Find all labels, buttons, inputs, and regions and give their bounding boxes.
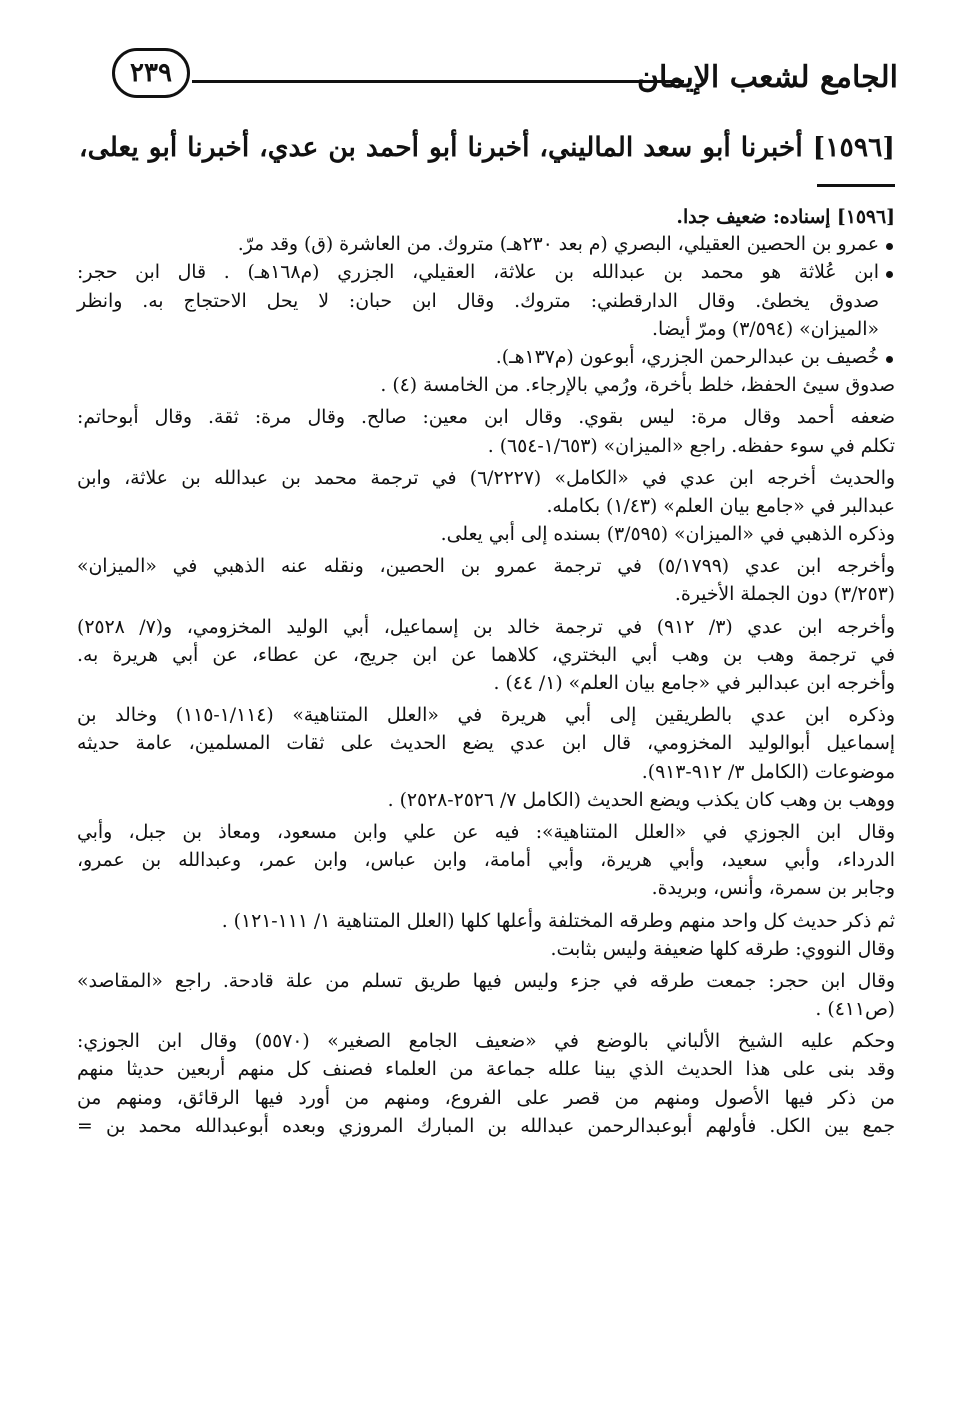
footnote-line: عبدالبر في «جامع بيان العلم» (١/٤٣) بكامله. <box>546 495 895 517</box>
footnote-separator <box>817 184 895 187</box>
page-number: ٢٣٩ <box>112 48 190 98</box>
footnote-line: ثم ذكر حديث كل واحد منهم وطرقه المختلفة وأعلها كلها (العلل المتناهية ١/ ١١١-١٢١) . <box>221 910 895 932</box>
footnote-line: وقال النووي: طرقه كلها ضعيفة وليس بثابت. <box>550 938 895 960</box>
footnote-line: وأخرجه ابن عدي (٥/١٧٩٩) في ترجمة عمرو بن الحصين، ونقله عنه الذهبي في «الميزان» <box>77 556 895 578</box>
book-title: الجامع لشعب الإيمان <box>636 60 898 95</box>
footnote-line: صدوق يخطئ. وقال الدارقطني: متروك. وقال ابن حبان: لا يحل الاحتجاج به. وانظر <box>77 290 879 312</box>
footnote-heading: [١٥٩٦] إسناده: ضعيف جدا. <box>676 206 895 228</box>
footnote-line: وذكره ابن عدي بالطريقين إلى أبي هريرة في «العلل المتناهية» (١/١١٤-١١٥) وخالد بن <box>77 705 895 727</box>
footnote-line: «الميزان» (٣/٥٩٤) ومرّ أيضا. <box>652 318 879 340</box>
running-header <box>112 38 898 116</box>
footnote-line: خُصيف بن عبدالرحمن الجزري، أبوعون (م١٣٧هـ). <box>77 344 895 372</box>
footnote-line: عمرو بن الحصين العقيلي، البصري (م بعد ٢٣٠هـ) متروك. من العاشرة (ق) وقد مرّ. <box>77 231 895 259</box>
footnote-line: وذكره الذهبي في «الميزان» (٣/٥٩٥) بسنده إلى أبي يعلى. <box>440 524 895 546</box>
footnote-line: تكلم في سوء حفظه. راجع «الميزان» (١/٦٥٣-٦٥٤) . <box>487 435 895 457</box>
footnote-line: موضوعات (الكامل ٣/ ٩١٢-٩١٣). <box>641 761 895 783</box>
footnote-line: الدرداء، وأبي سعيد، وأبي هريرة، وأبي أمامة، وابن عباس، وابن عمر، وعبدالله بن عمرو، <box>77 850 895 872</box>
footnote-line: ابن عُلاثة هو محمد بن عبدالله بن علاثة، العقيلي، الجزري (م١٦٨هـ) . قال ابن حجر: <box>77 259 895 287</box>
footnote-line: من ذكر فيها الأصول ومنهم من قصر على الفروع، ومنهم من أورد فيها الرقائق، ومنهم من <box>77 1087 895 1109</box>
footnote-line: والحديث أخرجه ابن عدي في «الكامل» (٦/٢٢٢٧) في ترجمة محمد بن عبدالله بن علاثة، وابن <box>77 467 895 489</box>
footnote-line: صدوق سيئ الحفظ، خلط بأخرة، ورُمي بالإرجاء. من الخامسة (٤) . <box>380 375 895 397</box>
footnote-line: وأخرجه ابن عدي (٣/ ٩١٢) في ترجمة خالد بن إسماعيل، أبي الوليد المخزومي، و(٧/ ٢٥٢٨) <box>77 616 895 638</box>
footnote-line: وحكم عليه الشيخ الألباني بالوضع في «ضعيف الجامع الصغير» (٥٥٧٠) وقال ابن الجوزي: <box>77 1031 895 1053</box>
footnote-line: وأخرجه ابن عبدالبر في «جامع بيان العلم» (١/ ٤٤) . <box>493 673 895 694</box>
footnotes <box>77 203 895 1141</box>
footnote-line: (٣/٢٥٣) دون الجملة الأخيرة. <box>674 584 895 606</box>
footnote-line: جمع بين الكل. فأولهم أبوعبدالرحمن عبدالله بن المبارك المروزي وبعده أبوعبدالله محمد بن = <box>77 1115 895 1137</box>
footnote-line: وقال ابن الجوزي في «العلل المتناهية»: فيه عن علي وابن مسعود، ومعاذ بن جبل، وأبي <box>77 821 895 843</box>
footnote-line: ووهب بن وهب كان يكذب ويضع الحديث (الكامل ٧/ ٢٥٢٦-٢٥٢٨) . <box>387 789 895 811</box>
footnote-line: وقد بنى على هذا الحديث الذي بينا علله جماعة من العلماء فصنف كل منهم أربعين حديثا منهم <box>77 1059 895 1081</box>
header-rule <box>192 80 684 83</box>
footnote-line: (ص٤١١) . <box>815 999 895 1021</box>
footnote-line: وقال ابن حجر: جمعت طرقه في جزء وليس فيها طريق تسلم من علة قادحة. راجع «المقاصد» <box>77 970 895 992</box>
footnote-line: في ترجمة وهب بن وهب أبي البختري، كلاهما عن ابن جريج، عن عطاء، عن أبي هريرة به. <box>77 644 895 666</box>
footnote-line: إسماعيل أبوالوليد المخزومي، قال ابن عدي يضع الحديث على ثقات المسلمين، عامة حديثه <box>77 733 895 755</box>
footnote-line: ضعفه أحمد وقال مرة: ليس بقوي. وقال ابن معين: صالح. وقال مرة: ثقة. وقال أبوحاتم: <box>77 407 895 429</box>
footnote-line: وجابر بن سمرة، وأنس، وبريدة. <box>651 878 895 900</box>
hadith-chain-text: [١٥٩٦] أخبرنا أبو سعد الماليني، أخبرنا أبو أحمد بن عدي، أخبرنا أبو يعلى، <box>79 132 895 163</box>
